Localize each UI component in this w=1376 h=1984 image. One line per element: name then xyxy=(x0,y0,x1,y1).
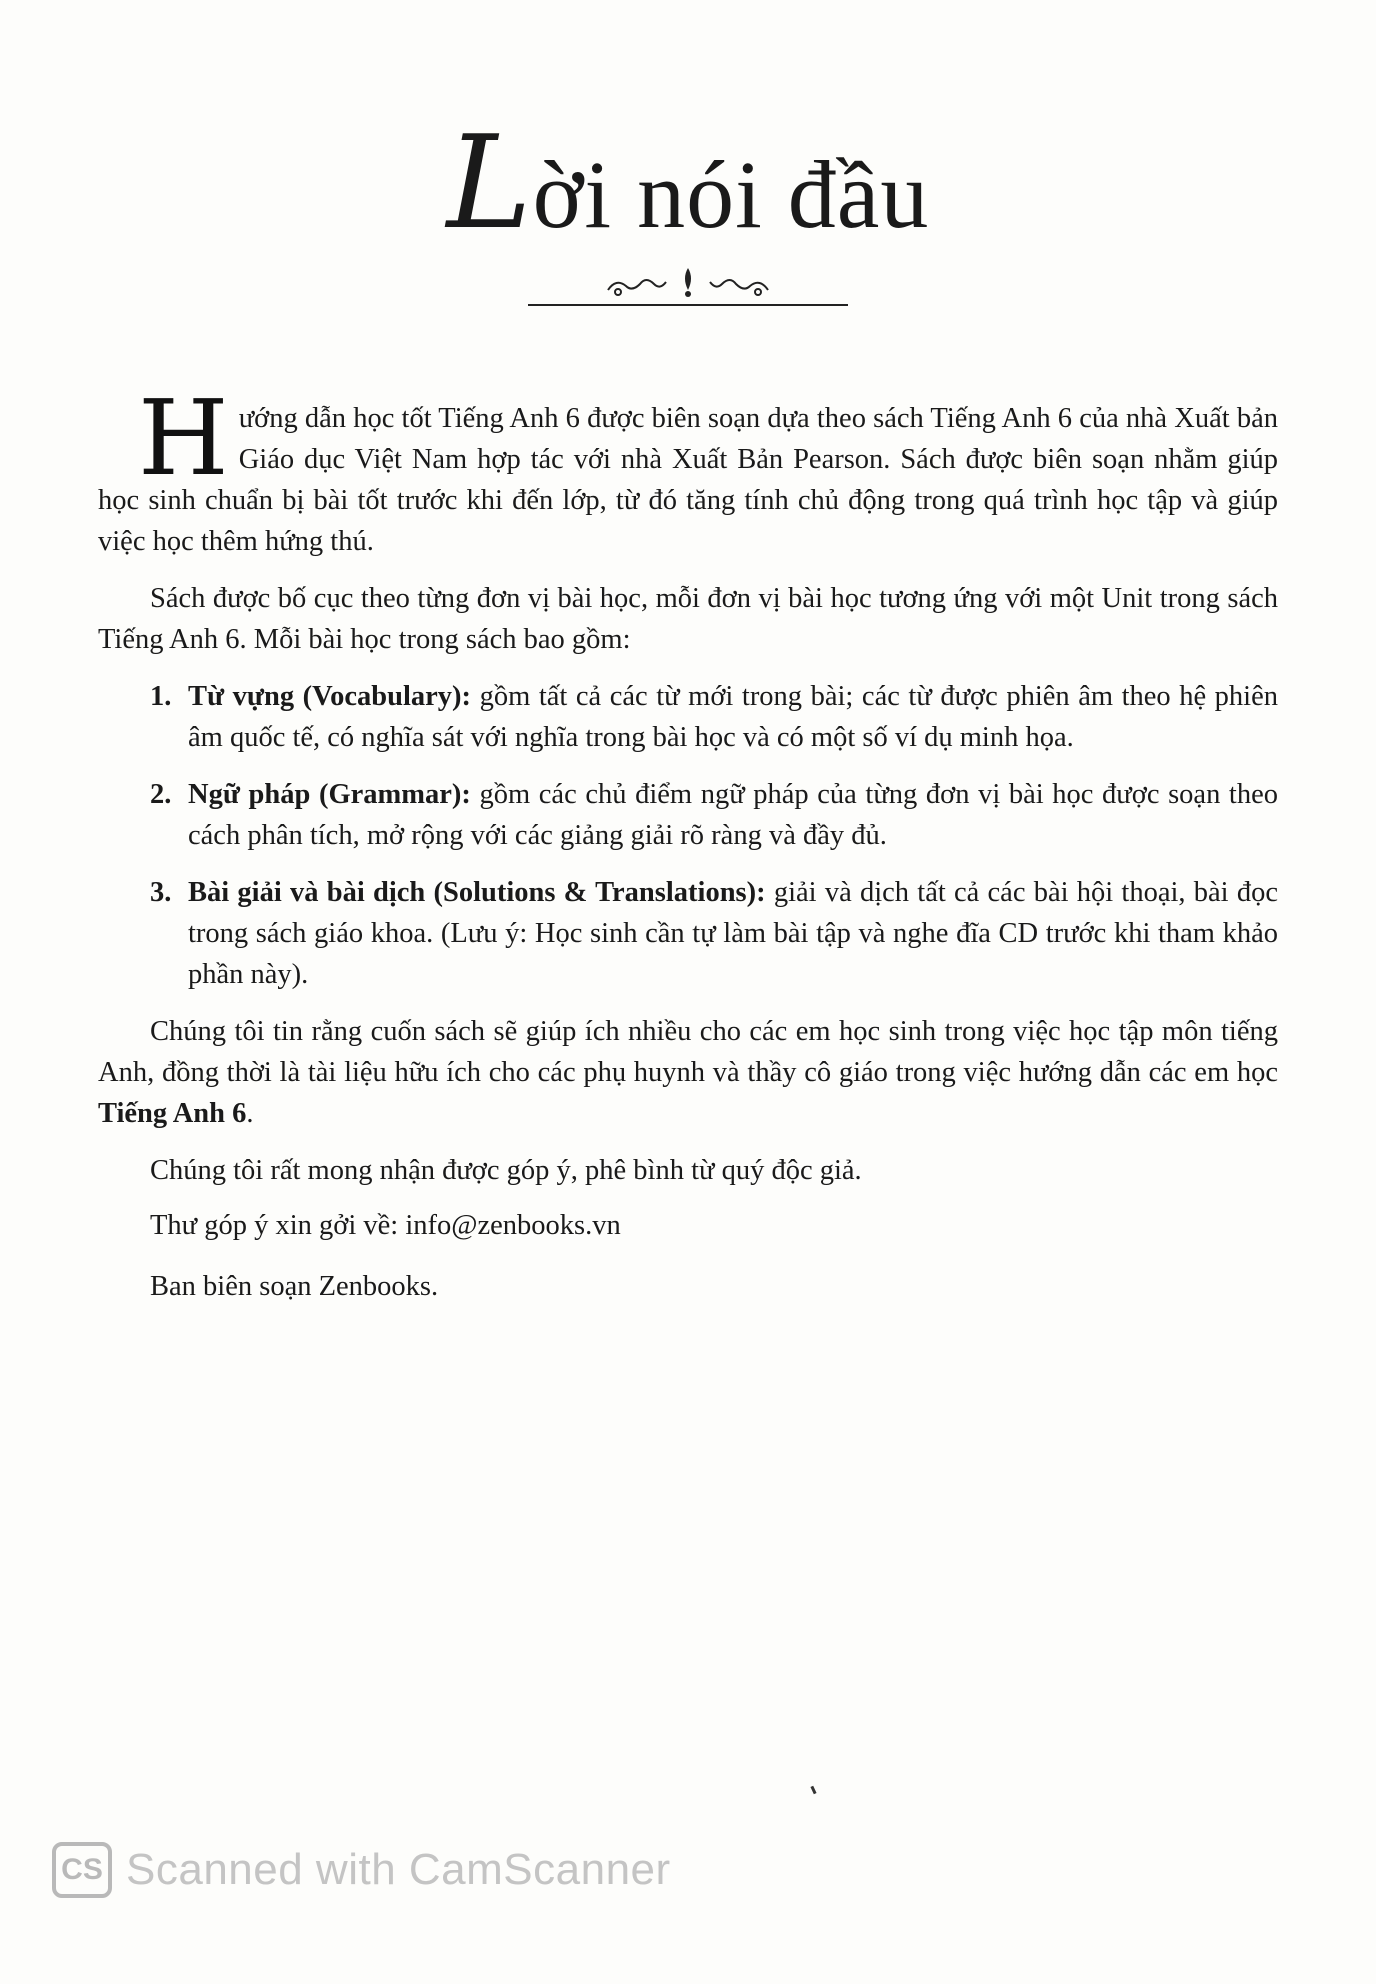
document-body xyxy=(98,377,1278,1321)
list-item xyxy=(98,676,1278,758)
list-description: gồm tất cả các từ mới trong bài; các từ được phiên âm theo hệ phiên âm quốc tế, có nghĩa sát với nghĩa trong bài học và có một số ví dụ minh họa. xyxy=(188,681,1278,753)
feedback-request: Chúng tôi rất mong nhận được góp ý, phê bình từ quý độc giả. xyxy=(150,1155,862,1186)
feedback-email-line: Thư góp ý xin gởi về: info@zenbooks.vn xyxy=(150,1210,621,1241)
list-description: gồm các chủ điểm ngữ pháp của từng đơn vị bài học được soạn theo cách phân tích, mở rộng với các giảng giải rõ ràng và đầy đủ. xyxy=(188,779,1278,851)
book-name: Tiếng Anh 6 xyxy=(98,1098,247,1129)
signature: Ban biên soạn Zenbooks. xyxy=(150,1271,439,1302)
list-term: Từ vựng (Vocabulary): xyxy=(188,681,472,712)
page-title xyxy=(446,109,930,258)
title-underline xyxy=(528,304,848,306)
flourish-ornament-icon xyxy=(598,262,778,302)
title-text: ời nói đầu xyxy=(532,141,930,248)
camscanner-logo-icon: CS xyxy=(52,1842,112,1898)
watermark-text: Scanned with CamScanner xyxy=(126,1845,671,1894)
list-number: 3. xyxy=(150,877,172,908)
list-term: Bài giải và bài dịch (Solutions & Translations): xyxy=(188,877,766,908)
contents-list xyxy=(98,676,1278,995)
list-number: 1. xyxy=(150,681,172,712)
title-area xyxy=(0,109,1376,258)
list-item xyxy=(98,872,1278,995)
purpose-text: Chúng tôi tin rằng cuốn sách sẽ giúp ích nhiều cho các em học sinh trong việc học tập môn tiếng Anh, đồng thời là tài liệu hữu ích cho các phụ huynh và thầy cô giáo trong việc hướng dẫn các em học xyxy=(98,1016,1278,1088)
intro-text: ướng dẫn học tốt Tiếng Anh 6 được biên soạn dựa theo sách Tiếng Anh 6 của nhà Xuất bản Giáo dục Việt Nam hợp tác với nhà Xuất Bản Pearson. Sách được biên soạn nhằm giúp học sinh chuẩn bị bài tốt trước khi đến lớp, từ đó tăng tính chủ động trong quá trình học tập và giúp việc học thêm hứng thú. xyxy=(98,403,1278,557)
list-item xyxy=(98,774,1278,856)
list-description: giải và dịch tất cả các bài hội thoại, bài đọc trong sách giáo khoa. (Lưu ý: Học sinh cần tự làm bài tập và nghe đĩa CD trước khi tham khảo phần này). xyxy=(188,877,1278,990)
list-number: 2. xyxy=(150,779,172,810)
intro-paragraph xyxy=(98,377,1278,562)
purpose-end: . xyxy=(246,1098,254,1129)
title-initial: L xyxy=(446,109,533,258)
scanner-watermark xyxy=(52,1842,671,1898)
drop-cap: H xyxy=(138,377,229,499)
purpose-paragraph xyxy=(98,1011,1278,1134)
scan-speck xyxy=(810,1786,816,1795)
structure-paragraph: Sách được bố cục theo từng đơn vị bài học, mỗi đơn vị bài học tương ứng với một Unit trong sách Tiếng Anh 6. Mỗi bài học trong sách bao gồm: xyxy=(98,583,1278,655)
title-divider xyxy=(528,262,848,312)
list-term: Ngữ pháp (Grammar): xyxy=(188,779,471,810)
